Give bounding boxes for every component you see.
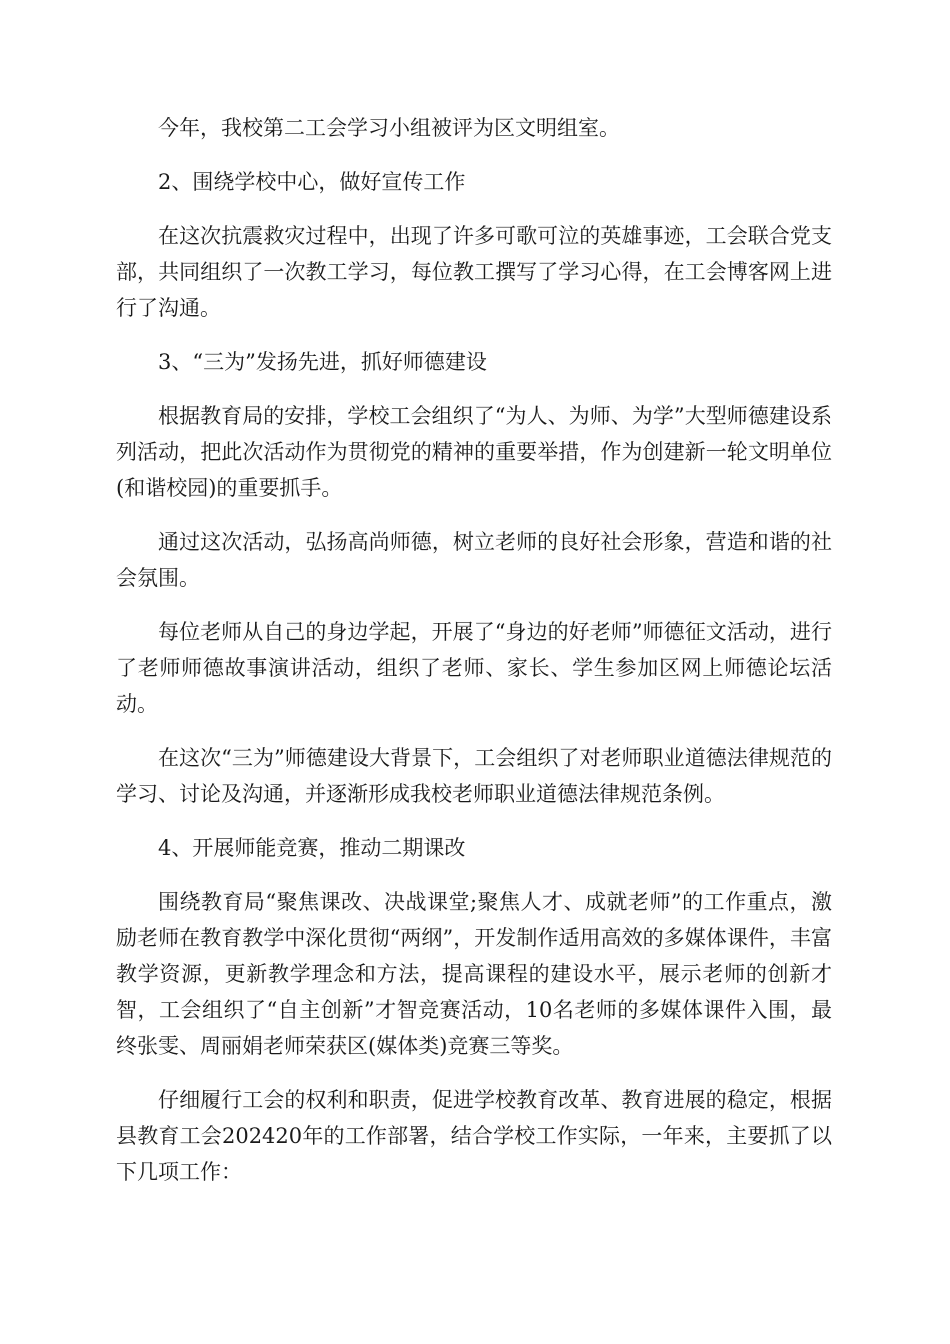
paragraph-2: 在这次抗震救灾过程中，出现了许多可歌可泣的英雄事迹，工会联合党支部，共同组织了一次教工学习，每位教工撰写了学习心得，在工会博客网上进行了沟通。: [116, 224, 832, 320]
section-heading-2: 2、围绕学校中心，做好宣传工作: [158, 170, 466, 194]
paragraph-6: 在这次“三为”师德建设大背景下，工会组织了对老师职业道德法律规范的学习、讨论及沟通，并逐渐形成我校老师职业道德法律规范条例。: [116, 746, 832, 806]
paragraph-5: 每位老师从自己的身边学起，开展了“身边的好老师”师德征文活动，进行了老师师德故事演讲活动，组织了老师、家长、学生参加区网上师德论坛活动。: [116, 620, 832, 716]
section-heading-3: 3、“三为”发扬先进，抓好师德建设: [158, 350, 487, 374]
document-body: [116, 110, 832, 1208]
paragraph-7: 围绕教育局“聚焦课改、决战课堂;聚焦人才、成就老师”的工作重点，激励老师在教育教学中深化贯彻“两纲”，开发制作适用高效的多媒体课件，丰富教学资源，更新教学理念和方法，提高课程的建设水平，展示老师的创新才智，工会组织了“自主创新”才智竞赛活动，10名老师的多媒体课件入围，最终张雯、周丽娟老师荣获区(媒体类)竞赛三等奖。: [116, 890, 832, 1058]
paragraph-3: 根据教育局的安排，学校工会组织了“为人、为师、为学”大型师德建设系列活动，把此次活动作为贯彻党的精神的重要举措，作为创建新一轮文明单位(和谐校园)的重要抓手。: [116, 404, 832, 500]
paragraph-4: 通过这次活动，弘扬高尚师德，树立老师的良好社会形象，营造和谐的社会氛围。: [116, 530, 832, 590]
paragraph-8: 仔细履行工会的权利和职责，促进学校教育改革、教育进展的稳定，根据县教育工会202420年的工作部署，结合学校工作实际，一年来，主要抓了以下几项工作：: [116, 1088, 832, 1184]
section-heading-4: 4、开展师能竞赛，推动二期课改: [158, 836, 466, 860]
paragraph-1: 今年，我校第二工会学习小组被评为区文明组室。: [158, 116, 620, 140]
